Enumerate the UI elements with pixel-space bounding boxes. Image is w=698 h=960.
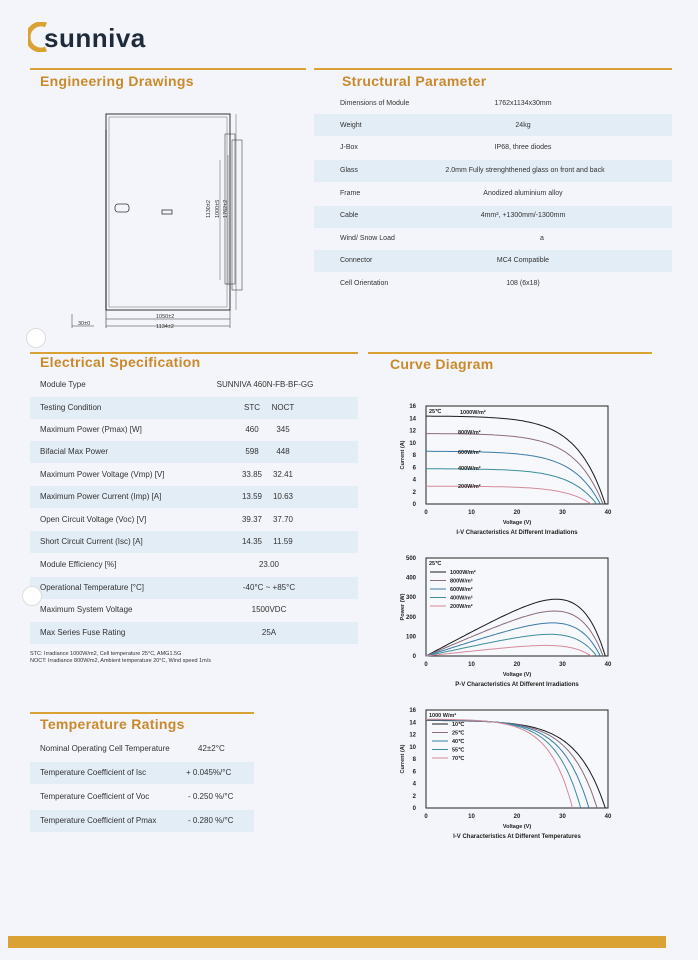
legend-label: 1000W/m²	[460, 410, 486, 416]
edge-dim: 30±0	[78, 321, 91, 327]
chart-annotation: 25℃	[429, 561, 442, 567]
structural-value: IP68, three diodes	[494, 144, 552, 151]
structural-value: a	[540, 235, 544, 242]
dim-3: 1762±2	[223, 199, 229, 218]
chart-title: I-V Characteristics At Different Irradiations	[456, 530, 578, 536]
electrical-title: Electrical Specification	[40, 354, 201, 370]
temp-label: Temperature Coefficient of Voc	[40, 792, 150, 801]
temp-label: Nominal Operating Cell Temperature	[40, 744, 170, 753]
y-tick-label: 0	[412, 502, 416, 508]
electrical-label: Bifacial Max Power	[40, 447, 109, 456]
footer-bar	[8, 936, 666, 948]
electrical-stc: 460	[245, 425, 259, 434]
y-tick-label: 2	[412, 489, 416, 496]
structural-value: Anodized aluminium alloy	[483, 190, 563, 197]
legend-label: 40℃	[452, 739, 465, 745]
x-tick-label: 40	[604, 662, 612, 668]
temp-value: 42±2°C	[198, 744, 225, 753]
temp-label: Temperature Coefficient of Isc	[40, 768, 147, 777]
electrical-noct: 448	[276, 447, 290, 456]
engineering-title: Engineering Drawings	[40, 73, 194, 89]
structural-value: 24kg	[515, 122, 531, 129]
x-tick-label: 20	[513, 662, 521, 668]
x-tick-label: 20	[513, 510, 521, 516]
structural-value: 108 (6x18)	[506, 280, 540, 287]
x-axis-label: Voltage (V)	[502, 672, 532, 678]
structural-label: Weight	[340, 122, 362, 129]
structural-title: Structural Parameter	[342, 73, 487, 89]
electrical-label: Short Circuit Current (Isc) [A]	[40, 537, 143, 546]
electrical-value: 1500VDC	[251, 605, 287, 614]
structural-label: J-Box	[340, 144, 358, 151]
electrical-value: 23.00	[258, 560, 280, 569]
module-type-value: SUNNIVA 460N-FB-BF-GG	[216, 380, 314, 389]
structural-label: Wind/ Snow Load	[340, 235, 395, 242]
legend-label: 400W/m²	[458, 466, 481, 472]
curve-bar	[368, 352, 652, 354]
y-tick-label: 4	[412, 477, 416, 484]
legend-label: 25℃	[452, 730, 465, 737]
temperature-title: Temperature Ratings	[40, 716, 185, 732]
y-tick-label: 10	[409, 440, 416, 447]
legend-label: 200W/m²	[458, 484, 481, 490]
chart-title: P-V Characteristics At Different Irradiations	[455, 682, 579, 688]
y-tick-label: 300	[405, 595, 416, 602]
x-tick-label: 10	[468, 510, 475, 516]
x-tick-label: 30	[559, 662, 566, 668]
module-type-label: Module Type	[40, 380, 86, 389]
pv-irradiance-chart	[390, 550, 630, 700]
iv-irradiance-chart	[390, 398, 630, 548]
y-tick-label: 4	[412, 781, 416, 788]
y-tick-label: 14	[409, 720, 416, 727]
legend-label: 800W/m²	[450, 578, 473, 585]
y-axis-label: Power (W)	[400, 593, 406, 621]
y-tick-label: 16	[409, 708, 416, 714]
dim-1: 1130±2	[206, 200, 212, 218]
temperature-bar	[30, 712, 254, 714]
y-tick-label: 16	[409, 404, 416, 410]
legend-label: 200W/m²	[450, 604, 473, 610]
x-tick-label: 10	[468, 814, 475, 820]
electrical-label: Module Efficiency [%]	[40, 560, 117, 569]
electrical-stc: 13.59	[241, 492, 263, 501]
engineering-bar	[30, 68, 306, 70]
electrical-stc: 39.37	[241, 515, 263, 524]
temp-value: + 0.045%/°C	[186, 768, 232, 777]
structural-value: MC4 Compatible	[496, 257, 550, 264]
electrical-noct: 345	[276, 425, 290, 434]
structural-label: Dimensions of Module	[340, 100, 410, 107]
x-tick-label: 0	[424, 814, 428, 820]
x-tick-label: 30	[559, 510, 566, 516]
x-axis-label: Voltage (V)	[502, 520, 532, 526]
structural-label: Frame	[340, 190, 361, 197]
y-tick-label: 12	[409, 428, 416, 435]
y-tick-label: 400	[405, 575, 416, 582]
structural-value: 2.0mm Fully strenghthened glass on front and back	[445, 167, 605, 174]
y-tick-label: 0	[412, 654, 416, 660]
electrical-noct: 32.41	[272, 470, 294, 479]
structural-value: 1762x1134x30mm	[494, 100, 552, 107]
x-tick-label: 40	[604, 814, 612, 820]
sunniva-logo	[28, 20, 158, 54]
stc-note: STC: Irradiance 1000W/m2, Cell temperature 25°C, AMG1.5G	[30, 651, 182, 657]
chart-annotation: 1000 W/m²	[429, 713, 457, 719]
structural-label: Cable	[340, 212, 359, 219]
y-tick-label: 500	[405, 556, 416, 562]
stc-header: STC	[244, 403, 260, 412]
electrical-noct: 37.70	[272, 515, 294, 524]
electrical-noct: 11.59	[273, 537, 293, 546]
plot-area	[426, 406, 608, 504]
y-tick-label: 2	[412, 793, 416, 800]
x-tick-label: 0	[424, 510, 428, 516]
punch-hole-2	[22, 586, 42, 606]
punch-hole-1	[26, 328, 46, 348]
iv-temperature-chart	[390, 702, 630, 852]
width-outer: 1134±2	[156, 324, 174, 330]
y-tick-label: 8	[412, 453, 416, 459]
noct-note: NOCT: Irradiance 800W/m2, Ambient temperature 20°C, Wind speed 1m/s	[30, 658, 212, 664]
electrical-label: Open Circuit Voltage (Voc) [V]	[40, 515, 147, 524]
y-axis-label: Current (A)	[400, 744, 406, 774]
y-tick-label: 6	[412, 465, 416, 472]
x-tick-label: 40	[604, 510, 612, 516]
temp-value: - 0.250 %/°C	[188, 792, 234, 801]
y-tick-label: 12	[409, 732, 416, 739]
electrical-value: 25A	[261, 628, 277, 637]
y-axis-label: Current (A)	[400, 440, 406, 470]
electrical-noct: 10.63	[272, 492, 294, 501]
y-tick-label: 10	[409, 744, 416, 751]
electrical-stc: 33.85	[241, 470, 263, 479]
electrical-label: Maximum Power (Pmax) [W]	[40, 425, 142, 434]
legend-label: 600W/m²	[450, 587, 473, 593]
testing-condition-label: Testing Condition	[40, 403, 102, 412]
legend-label: 600W/m²	[458, 450, 481, 456]
structural-value: 4mm², +1300mm/-1300mm	[480, 212, 566, 219]
temp-value: - 0.280 %/°C	[188, 816, 234, 825]
structural-label: Connector	[340, 257, 373, 264]
temp-label: Temperature Coefficient of Pmax	[40, 816, 157, 825]
legend-label: 800W/m²	[458, 430, 481, 436]
legend-label: 10℃	[452, 722, 465, 728]
noct-header: NOCT	[271, 403, 295, 412]
legend-label: 70℃	[452, 756, 465, 762]
y-tick-label: 100	[405, 634, 416, 641]
chart-annotation: 25℃	[429, 409, 442, 415]
structural-bar	[314, 68, 672, 70]
x-tick-label: 0	[424, 662, 428, 668]
curve-title: Curve Diagram	[390, 356, 494, 372]
y-tick-label: 14	[409, 416, 416, 423]
y-tick-label: 0	[412, 806, 416, 812]
electrical-label: Maximum Power Voltage (Vmp) [V]	[40, 470, 165, 479]
y-tick-label: 8	[412, 757, 416, 763]
module-drawing	[60, 100, 300, 340]
electrical-label: Max Series Fuse Rating	[40, 628, 126, 637]
electrical-label: Maximum Power Current (Imp) [A]	[40, 492, 162, 501]
x-axis-label: Voltage (V)	[502, 824, 532, 830]
y-tick-label: 200	[405, 614, 416, 621]
electrical-stc: 14.35	[241, 537, 263, 546]
legend-label: 400W/m²	[450, 595, 473, 602]
structural-label: Glass	[340, 167, 358, 174]
legend-label: 55℃	[452, 747, 465, 754]
electrical-value: -40°C ~ +85°C	[242, 583, 296, 592]
chart-title: I-V Characteristics At Different Temperatures	[453, 834, 581, 840]
brand-name: sunniva	[44, 23, 146, 53]
legend-label: 1000W/m²	[450, 570, 476, 576]
width-inner: 1050±2	[156, 314, 175, 320]
electrical-stc: 598	[245, 447, 259, 456]
electrical-label: Maximum System Voltage	[40, 605, 133, 614]
dim-2: 1000±5	[215, 199, 221, 218]
y-tick-label: 6	[412, 769, 416, 776]
x-tick-label: 30	[559, 814, 566, 820]
electrical-label: Operational Temperature [°C]	[40, 583, 144, 592]
x-tick-label: 20	[513, 814, 521, 820]
structural-label: Cell Orientation	[340, 280, 389, 287]
x-tick-label: 10	[468, 662, 475, 668]
